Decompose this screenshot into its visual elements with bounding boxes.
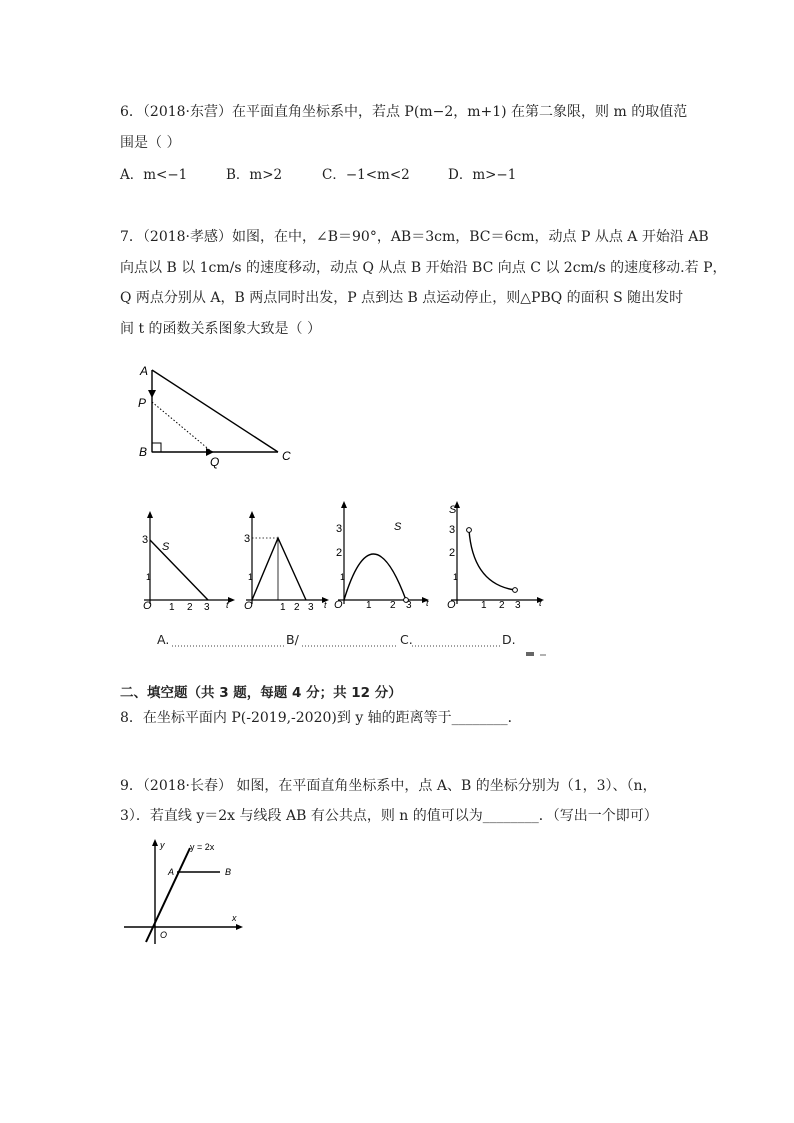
q7-line3: Q 两点分别从 A，B 两点同时出发，P 点到达 B 点运动停止，则△PBQ 的面积 S 随出发时	[120, 290, 684, 306]
choice-leaders	[150, 640, 550, 670]
coordinate-figure	[120, 838, 250, 948]
label-b: B	[139, 445, 148, 459]
svg-text:3: 3	[406, 600, 412, 611]
svg-text:O: O	[143, 600, 152, 612]
svg-text:1: 1	[481, 600, 487, 611]
svg-text:S: S	[394, 521, 402, 533]
svg-text:x: x	[232, 913, 237, 923]
svg-text:1: 1	[366, 600, 372, 611]
q7-line2: 向点以 B 以 1cm/s 的速度移动，动点 Q 从点 B 开始沿 BC 向点 C 以 2cm/s 的速度移动.若 P，	[120, 260, 727, 276]
label-a: A	[140, 364, 149, 378]
svg-text:3: 3	[244, 533, 251, 545]
svg-text:y: y	[160, 840, 165, 850]
svg-text:1: 1	[146, 572, 152, 582]
section2-heading: 二、填空题（共 3 题，每题 4 分；共 12 分）	[120, 685, 402, 701]
svg-text:t: t	[539, 598, 542, 608]
svg-text:1: 1	[340, 572, 346, 582]
svg-text:1: 1	[453, 572, 459, 582]
svg-text:O: O	[244, 600, 253, 612]
svg-text:O: O	[447, 599, 456, 611]
svg-text:2: 2	[390, 600, 396, 611]
line-y-2x	[146, 848, 190, 942]
svg-text:1: 1	[248, 572, 254, 582]
svg-text:1: 1	[280, 602, 286, 613]
q8-text: 8．在坐标平面内 P(-2019,-2020)到 y 轴的距离等于________．	[120, 710, 522, 726]
svg-text:O: O	[160, 930, 168, 940]
label-q: Q	[210, 455, 220, 469]
svg-text:3: 3	[515, 600, 521, 611]
svg-text:t: t	[324, 600, 327, 610]
svg-text:t: t	[226, 600, 229, 610]
q6-line2: 围是（ ）	[120, 135, 181, 151]
svg-text:3: 3	[336, 523, 343, 535]
svg-text:S: S	[449, 504, 457, 516]
svg-text:O: O	[334, 599, 343, 611]
label-p: P	[138, 396, 147, 410]
y-axis-arrow-icon	[152, 839, 158, 846]
side-ac	[152, 370, 278, 452]
svg-text:3: 3	[204, 602, 210, 613]
choice-d-label: D.	[502, 632, 516, 647]
svg-text:B: B	[225, 867, 232, 877]
choice-b-label: B/	[286, 632, 299, 647]
svg-text:t: t	[426, 598, 429, 608]
q7-line4: 间 t 的函数关系图象大致是（ ）	[120, 321, 321, 337]
graph-b	[240, 510, 343, 613]
svg-text:1: 1	[169, 602, 175, 613]
svg-text:2: 2	[449, 547, 456, 559]
right-angle-mark	[152, 443, 161, 452]
svg-text:y = 2x: y = 2x	[190, 842, 215, 852]
q6-line1: 6．（2018·东营）在平面直角坐标系中，若点 P(m−2，m+1) 在第二象限，则 m 的取值范	[120, 104, 688, 120]
label-c: C	[282, 449, 291, 463]
svg-text:2: 2	[187, 602, 193, 613]
graph-c	[330, 500, 440, 610]
svg-text:3: 3	[449, 524, 456, 536]
q9-line1: 9．（2018·长春） 如图，在平面直角坐标系中，点 A、B 的坐标分别为（1，3）、（n，	[120, 778, 657, 794]
choice-c-label: C.	[400, 632, 413, 647]
q9-line2: 3）．若直线 y＝2x 与线段 AB 有公共点，则 n 的值可以为________．（写出一个即可）	[120, 808, 658, 824]
choice-a-label: A.	[157, 632, 170, 647]
svg-text:2: 2	[294, 602, 300, 613]
svg-text:3: 3	[142, 534, 149, 546]
svg-text:S: S	[162, 541, 170, 553]
svg-text:2: 2	[336, 547, 343, 559]
arrow-down-icon	[148, 390, 156, 398]
svg-text:3: 3	[308, 602, 314, 613]
triangle-figure	[130, 360, 310, 470]
svg-text:A: A	[168, 867, 175, 877]
q6-option-c: C．−1<m<2	[322, 167, 410, 183]
x-axis-arrow-icon	[236, 924, 243, 930]
q6-option-b: B．m>2	[226, 167, 283, 183]
graph-a	[140, 510, 240, 613]
q6-option-d: D．m>−1	[448, 167, 517, 183]
q6-option-a: A．m<−1	[120, 167, 188, 183]
graph-d	[445, 500, 555, 610]
q7-line1: 7．（2018·孝感）如图，在中，∠B＝90°，AB＝3cm，BC＝6cm，动点 P 从点 A 开始沿 AB	[120, 229, 709, 245]
svg-text:2: 2	[499, 600, 505, 611]
